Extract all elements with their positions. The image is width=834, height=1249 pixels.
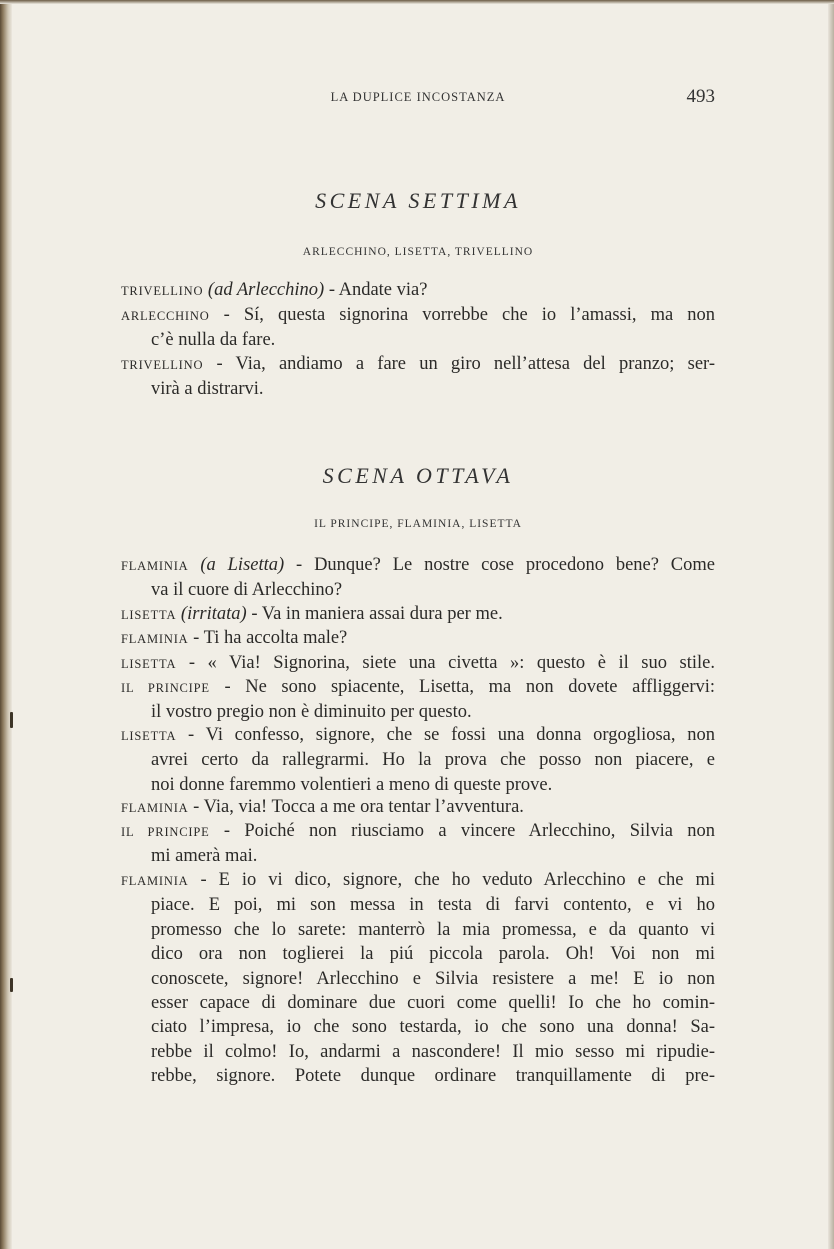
dialogue-text: - Va in maniera assai dura per me.: [246, 604, 503, 624]
dialogue-text: noi donne faremmo volentieri a meno di queste prove.: [151, 774, 553, 795]
dialogue-text: - « Via! Signorina, siete una civetta »: questo è il suo stile.: [176, 653, 715, 673]
dialogue-line: [121, 278, 715, 303]
speaker-name: ARLECCHINO: [121, 309, 210, 323]
dialogue-line: [121, 553, 715, 603]
running-head: [121, 86, 715, 110]
dialogue-text: avrei certo da rallegrarmi. Ho la prova che posso non piacere, e: [151, 750, 715, 771]
page-number: 493: [686, 86, 715, 107]
dialogue-text: rebbe il colmo! Io, andarmi a nascondere! Il mio sesso mi ripudie-: [151, 1041, 715, 1062]
dialogue-line: [121, 819, 715, 869]
speaker-name: LISETTA: [121, 608, 177, 622]
scene-7-characters: ARLECCHINO, LISETTA, TRIVELLINO: [302, 246, 534, 258]
dialogue-text: - E io vi dico, signore, che ho veduto Arlecchino e che mi: [188, 870, 715, 890]
dialogue-text: piace. E poi, mi son messa in testa di farvi contento, e vi ho: [151, 895, 715, 916]
dialogue-text: rebbe, signore. Potete dunque ordinare tranquillamente di pre-: [151, 1066, 715, 1087]
speaker-name: FLAMINIA: [121, 559, 189, 573]
speaker-name: LISETTA: [121, 657, 177, 671]
dialogue-text: - Andate via?: [324, 280, 428, 300]
dialogue-text: - Dunque? Le nostre cose procedono bene? Come: [284, 555, 715, 575]
stage-direction: (a Lisetta): [200, 555, 285, 575]
scene-8-characters: IL PRINCIPE, FLAMINIA, LISETTA: [314, 518, 522, 530]
speaker-name: LISETTA: [121, 729, 177, 743]
dialogue-line: [121, 352, 715, 402]
dialogue-text: ciato l’impresa, io che sono testarda, io che sono una donna! Sa-: [151, 1017, 715, 1038]
speaker-name: FLAMINIA: [121, 632, 189, 646]
dialogue-line: [121, 795, 715, 820]
speaker-name: FLAMINIA: [121, 801, 189, 815]
dialogue-text: - Via, via! Tocca a me ora tentar l’avventura.: [188, 797, 524, 817]
dialogue-text: - Via, andiamo a fare un giro nell’attesa del pranzo; ser-: [203, 354, 715, 374]
speaker-name: TRIVELLINO: [121, 358, 204, 372]
scene-8-title: SCENA OTTAVA: [322, 463, 514, 488]
dialogue-text: - Poiché non riusciamo a vincere Arlecchino, Silvia non: [209, 821, 715, 841]
dialogue-line: [121, 723, 715, 797]
dialogue-line: [121, 675, 715, 725]
dialogue-text: mi amerà mai.: [151, 846, 258, 867]
dialogue-line: [121, 868, 715, 1089]
scene-7-title: SCENA SETTIMA: [315, 188, 521, 213]
running-title: LA DUPLICE INCOSTANZA: [330, 90, 506, 104]
dialogue-line: [121, 303, 715, 353]
speaker-name: IL PRINCIPE: [121, 825, 210, 839]
dialogue-text: promesso che lo sarete: manterrò la mia promessa, e da quanto vi: [151, 919, 715, 940]
dialogue-text: - Ti ha accolta male?: [188, 628, 348, 648]
dialogue-text: dico ora non toglierei la piú piccola parola. Oh! Voi non mi: [151, 944, 715, 965]
speaker-name: TRIVELLINO: [121, 284, 204, 298]
dialogue-text: - Ne sono spiacente, Lisetta, ma non dovete affliggervi:: [209, 677, 716, 697]
stage-direction: (ad Arlecchino): [207, 280, 325, 300]
speaker-name: FLAMINIA: [121, 874, 189, 888]
dialogue-text: il vostro pregio non è diminuito per questo.: [151, 702, 472, 723]
page-edge-right: [828, 0, 834, 1249]
page-edge-top: [0, 0, 834, 4]
dialogue-text: c’è nulla da fare.: [151, 330, 276, 351]
dialogue-text: virà a distrarvi.: [151, 379, 264, 400]
dialogue-text: - Sí, questa signorina vorrebbe che io l’amassi, ma non: [209, 305, 715, 325]
dialogue-text: va il cuore di Arlecchino?: [151, 580, 343, 601]
dialogue-line: [121, 651, 715, 676]
speaker-name: IL PRINCIPE: [121, 681, 210, 695]
margin-mark: [10, 978, 13, 992]
dialogue-line: [121, 602, 715, 627]
margin-mark: [10, 712, 13, 728]
stage-direction: (irritata): [180, 604, 247, 624]
dialogue-text: - Vi confesso, signore, che se fossi una donna orgogliosa, non: [176, 725, 715, 745]
dialogue-text: conoscete, signore! Arlecchino e Silvia resistere a me! E io non: [151, 968, 715, 989]
dialogue-text: esser capace di dominare due cuori come quelli! Io che ho comin-: [151, 993, 715, 1014]
page-gutter-left: [0, 0, 12, 1249]
dialogue-line: [121, 626, 715, 651]
